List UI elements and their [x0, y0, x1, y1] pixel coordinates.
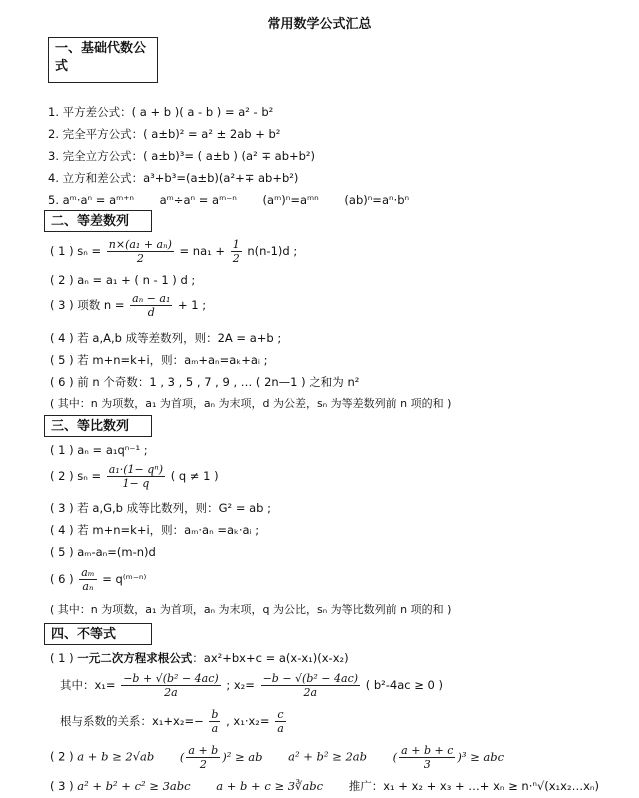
- arith-sum-fraction: $\frac{\text{n×(a₁ + aₙ)}}{2}$: [108, 238, 172, 265]
- power-product: 5. aᵐ·aⁿ = aᵐ⁺ⁿ: [48, 193, 134, 207]
- ratio-fraction: $\frac{\text{aₘ}}{\text{aₙ}}$: [81, 566, 95, 593]
- power-of-power: (aᵐ)ⁿ=aᵐⁿ: [262, 193, 319, 207]
- power-of-product: (ab)ⁿ=aⁿ·bⁿ: [344, 193, 410, 207]
- geo-sum-fraction: $\frac{\text{a₁·(1− qⁿ)}}{1- q}$: [108, 463, 164, 490]
- geo-line-2: ( 2 ) sₙ = $\frac{\text{a₁·(1− qⁿ)}}{1- q}$ ( q ≠ 1 ): [50, 463, 219, 490]
- geo-line-3: ( 3 ) 若 a,G,b 成等比数列，则：G² = ab ;: [50, 501, 271, 515]
- geo-line-6: ( 6 ) $\frac{\text{aₘ}}{\text{aₙ}}$ = q⁽ᵐ⁻ⁿ⁾: [50, 566, 147, 593]
- section-basic-algebra: 一、基础代数公 式: [48, 37, 158, 83]
- amgm-2: a + b ≥ 2√ab: [77, 749, 155, 764]
- product-roots-fraction: $\frac{c}{a}$: [277, 708, 284, 735]
- power-quotient: aᵐ÷aⁿ = aᵐ⁻ⁿ: [159, 193, 237, 207]
- page-title: 常用数学公式汇总: [267, 17, 372, 32]
- arith-line-1: ( 1 ) sₙ = $\frac{\text{n×(a₁ + aₙ)}}{2}$ = na₁ + $\frac{1}{2}$ n(n-1)d ;: [50, 238, 298, 265]
- algebra-line-1: 1. 平方差公式：( a + b )( a - b ) = a² - b²: [48, 105, 274, 119]
- arith-line-6: ( 6 ) 前 n 个奇数：1 , 3 , 5 , 7 , 9 , … ( 2n—1 ) 之和为 n²: [50, 375, 360, 389]
- arith-line-2: ( 2 ) aₙ = a₁ + ( n - 1 ) d ;: [50, 273, 196, 287]
- section-geometric-sequence: 三、等比数列: [44, 415, 152, 437]
- geo-line-1: ( 1 ) aₙ = a₁qⁿ⁻¹ ;: [50, 443, 148, 457]
- ineq-line-5: ( 3 ) a² + b² + c² ≥ 3abc a + b + c ≥ 3∛abc 推广：x₁ + x₂ + x₃ + …+ xₙ ≥ n·ⁿ√(x₁x₂…xₙ): [50, 779, 599, 793]
- algebra-line-2: 2. 完全平方公式：( a±b)² = a² ± 2ab + b²: [48, 127, 281, 141]
- geo-note: ( 其中：n 为项数，a₁ 为首项，aₙ 为末项，q 为公比，sₙ 为等比数列前 n 项的和 ): [50, 603, 452, 616]
- amgm-3: a + b + c ≥ 3∛abc: [216, 779, 324, 793]
- arith-line-5: ( 5 ) 若 m+n=k+i，则：aₘ+aₙ=aₖ+aᵢ ;: [50, 353, 268, 367]
- root-x1-fraction: $\frac{\text{−b + √(b² − 4ac)}}{2a}$: [123, 672, 219, 699]
- algebra-line-3: 3. 完全立方公式：( a±b)³= ( a±b ) (a² ∓ ab+b²): [48, 149, 316, 163]
- ineq-line-4: ( 2 ) a + b ≥ 2√ab ( $\frac{a + b}{2}$ )² ≥ ab a² + b² ≥ 2ab ( $\frac{a + b + c}{3}$ )³ ≥ abc: [50, 744, 505, 771]
- three-squares: a² + b² + c² ≥ 3abc: [77, 779, 191, 793]
- amgm-general: 推广：x₁ + x₂ + x₃ + …+ xₙ ≥ n·ⁿ√(x₁x₂…xₙ): [348, 779, 599, 793]
- sum-roots-fraction: $\frac{b}{a}$: [211, 708, 219, 735]
- term-count-fraction: $\frac{\text{aₙ − a₁}}{d}$: [132, 292, 171, 319]
- geo-line-5: ( 5 ) aₘ-aₙ=(m-n)d: [50, 545, 156, 559]
- ineq-line-2: 其中：x₁= $\frac{\text{−b + √(b² − 4ac)}}{2a}$ ; x₂= $\frac{\text{−b − √(b² − 4ac)}}{2a}$ ( b²-4ac ≥ 0 ): [60, 672, 443, 699]
- section-arithmetic-sequence: 二、等差数列: [44, 210, 152, 232]
- amgm-cube: ( $\frac{a + b + c}{3}$ )³ ≥ abc: [392, 744, 505, 771]
- ineq-line-3: 根与系数的关系：x₁+x₂=− $\frac{b}{a}$ , x₁·x₂= $\frac{c}{a}$: [60, 708, 284, 735]
- ineq-line-1: ( 1 ) 一元二次方程求根公式：ax²+bx+c = a(x-x₁)(x-x₂): [50, 651, 349, 665]
- arith-line-4: ( 4 ) 若 a,A,b 成等差数列，则：2A = a+b ;: [50, 331, 282, 345]
- arith-note: ( 其中：n 为项数，a₁ 为首项，aₙ 为末项，d 为公差，sₙ 为等差数列前 n 项的和 ): [50, 397, 452, 410]
- half-fraction: $\frac{1}{2}$: [232, 238, 240, 265]
- algebra-line-4: 4. 立方和差公式：a³+b³=(a±b)(a²+∓ ab+b²): [48, 171, 299, 185]
- arith-line-3: ( 3 ) 项数 n = $\frac{\text{aₙ − a₁}}{d}$ + 1 ;: [50, 292, 207, 319]
- algebra-line-5: [48, 192, 409, 208]
- root-x2-fraction: $\frac{\text{−b − √(b² − 4ac)}}{2a}$: [262, 672, 359, 699]
- quadratic-formula-heading: 一元二次方程求根公式: [77, 651, 193, 665]
- section-inequalities: 四、不等式: [44, 623, 152, 645]
- amgm-square: ( $\frac{a + b}{2}$ )² ≥ ab: [179, 744, 263, 771]
- geo-line-4: ( 4 ) 若 m+n=k+i，则：aₘ·aₙ =aₖ·aᵢ ;: [50, 523, 260, 537]
- sum-squares: a² + b² ≥ 2ab: [288, 749, 368, 764]
